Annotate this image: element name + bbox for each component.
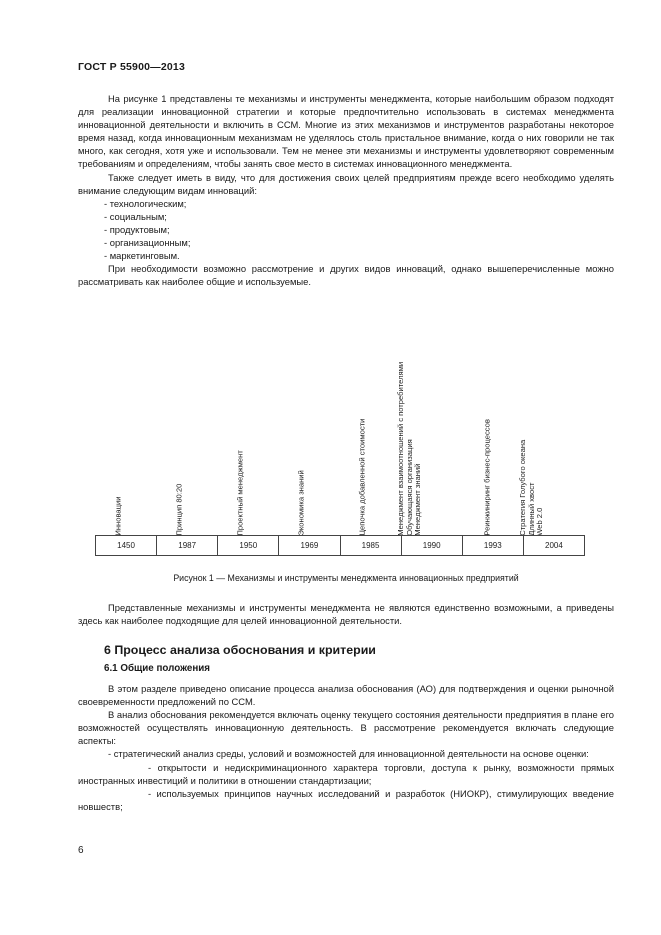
year-cell: 1987 bbox=[157, 536, 218, 555]
year-cell: 1450 bbox=[96, 536, 157, 555]
figure-column-label: Принцип 80:20 bbox=[174, 484, 184, 536]
innovation-types-list bbox=[78, 197, 614, 262]
figure-column-label: Реинжиниринг бизнес-процессов bbox=[482, 419, 492, 536]
figure-column-label: Проектный менеджмент bbox=[235, 450, 245, 536]
list-item: - организационным; bbox=[104, 237, 191, 249]
list-item: - технологическим; bbox=[104, 197, 187, 209]
page-number: 6 bbox=[78, 845, 84, 856]
section-title: 6 Процесс анализа обоснования и критерии bbox=[104, 643, 376, 657]
year-cell: 1990 bbox=[402, 536, 463, 555]
figure-column-label: Инновации bbox=[113, 496, 123, 536]
year-cell: 1969 bbox=[279, 536, 340, 555]
figure-management-tools bbox=[95, 320, 583, 556]
paragraph-section6-aspects: В анализ обоснования рекомендуется включать оценку текущего состояния деятельности предприятия в плане его возможностей осуществлять инновационную деятельность. В рассмотрение рекомендуется включать следующие аспекты: bbox=[78, 709, 614, 747]
figure-column-label: Цепочка добавленной стоимости bbox=[357, 419, 367, 536]
figure-column-label: Менеджмент взаимоотношений с потребителями Обучающаяся организация Менеджмент знаний bbox=[396, 362, 423, 536]
paragraph-after-figure: Представленные механизмы и инструменты менеджмента не являются единственно возможными, а приведены здесь как наиболее подходящие для целей инновационной деятельности. bbox=[78, 602, 614, 627]
intro-section bbox=[78, 92, 614, 288]
subsection-title: 6.1 Общие положения bbox=[104, 663, 211, 674]
list-item: - маркетинговым. bbox=[104, 250, 180, 262]
aspect-subitem: - открытости и недискриминационного характера торговли, доступа к рынку, возможности прямых иностранных инвестиций и политики в отношении стандартизации; bbox=[78, 761, 614, 786]
figure-column-label: Экономика знаний bbox=[296, 470, 306, 536]
aspect-item: - стратегический анализ среды, условий и возможностей для инновационной деятельности на основе оценки: bbox=[108, 748, 589, 760]
after-figure-section bbox=[78, 601, 614, 627]
section6-body bbox=[78, 682, 614, 813]
paragraph-innovation-types: Также следует иметь в виду, что для достижения своих целей предприятиям прежде всего необходимо уделять внимание следующим видам инноваций: bbox=[78, 171, 614, 196]
year-cell: 1950 bbox=[218, 536, 279, 555]
year-cell: 2004 bbox=[545, 541, 563, 550]
paragraph-intro: На рисунке 1 представлены те механизмы и инструменты менеджмента, которые наибольшим образом подходят для реализации инновационной стратегии и которые предпочтительно использовать в системах менеджмента инновационной деятельности и включить в ССМ. Многие из этих механизмов и инструментов разработаны некоторое время назад, когда инновационным механизмам не уделялось столь пристальное внимание, когда о них говорили не так много, как сегодня, хотя уже и использовали. Тем не менее эти механизмы и инструменты удовлетворяют современным требованиям и определениям, чтобы занять свое место в системах инновационного менеджмента. bbox=[78, 93, 614, 170]
year-cell: 1985 bbox=[341, 536, 402, 555]
year-cell: 1993 bbox=[463, 536, 524, 555]
paragraph-section6-intro: В этом разделе приведено описание процесса анализа обоснования (АО) для подтверждения и оценки рыночной своевременности предложений по ССМ. bbox=[78, 683, 614, 708]
figure-caption: Рисунок 1 — Механизмы и инструменты менеджмента инновационных предприятий bbox=[173, 573, 519, 583]
list-item: - социальным; bbox=[104, 210, 167, 222]
figure-column-label: Стратегия Голубого океана Длинный хвост Web 2.0 bbox=[518, 439, 545, 536]
figure-years-row bbox=[95, 535, 585, 556]
list-item: - продуктовым; bbox=[104, 223, 170, 235]
aspect-subitem: - используемых принципов научных исследований и разработок (НИОКР), стимулирующих введение новшеств; bbox=[78, 787, 614, 812]
paragraph-other-types: При необходимости возможно рассмотрение и других видов инноваций, однако вышеперечисленные можно рассматривать как наиболее общие и используемые. bbox=[78, 263, 614, 288]
document-header: ГОСТ Р 55900—2013 bbox=[78, 61, 186, 73]
